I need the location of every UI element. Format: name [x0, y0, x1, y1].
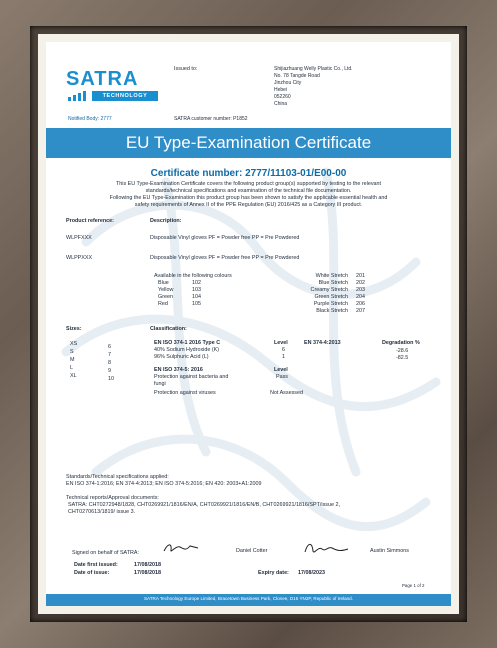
colour-stretch-name: Purple Stretch — [313, 301, 348, 307]
product-reference-label: Product reference: — [66, 218, 114, 224]
sizes-label: Sizes: — [66, 326, 82, 332]
logo-wordmark: SATRA — [66, 68, 139, 90]
class1-level-2: 1 — [282, 354, 285, 360]
size-label: XS — [70, 341, 78, 347]
expiry-value: 17/08/2023 — [298, 570, 325, 576]
intro-line: This EU Type-Examination Certificate covers the following product group(s) supported by testing to the relevant — [115, 181, 382, 187]
colour-name: Yellow — [158, 287, 174, 293]
logo-bars-icon — [68, 91, 90, 101]
address-line: Hebei — [274, 87, 288, 93]
intro-line: standards/technical specifications and examination of the technical file documentation. — [145, 188, 352, 194]
size-number: 10 — [108, 376, 114, 382]
reports-line-1: SATRA: CHT0272948/1828, CHT0269921/1816/EN/A, CHT0269921/1816/EN/B, CHT0269921/1816/SPT/issue 2, — [68, 502, 340, 508]
expiry-label: Expiry date: — [258, 570, 289, 576]
class1-degr-2: -82.5 — [396, 355, 409, 361]
class2-value-3: Not Assessed — [270, 390, 303, 396]
class2-value-1: Pass — [276, 374, 288, 380]
colour-name: Blue — [158, 280, 169, 286]
colour-stretch-code: 202 — [356, 280, 365, 286]
class2-row-3: Protection against viruses — [154, 390, 216, 396]
size-number: 6 — [108, 344, 111, 350]
signatory-1: Daniel Cotter — [236, 548, 268, 554]
size-label: M — [70, 357, 75, 363]
colour-stretch-name: Creamy Stretch — [310, 287, 348, 293]
size-label: S — [70, 349, 74, 355]
address-line: Shijiazhuang Welly Plastic Co., Ltd. — [274, 66, 353, 72]
reports-label: Technical reports/Approval documents: — [66, 495, 159, 501]
footer-address: SATRA Technology Europe Limited, Bracetown Business Park, Clonee, D15 YN2P, Republic of Ireland. — [143, 596, 354, 601]
page-number: Page 1 of 2 — [402, 583, 425, 588]
standards-text: EN ISO 374-1:2016; EN 374-4:2013; EN ISO 374-5:2016; EN 420: 2003+A1:2009 — [66, 481, 262, 487]
product-ref-2: WLPPXXX — [66, 255, 93, 261]
colour-stretch-code: 203 — [356, 287, 365, 293]
signature-cotter-icon — [162, 541, 200, 555]
date-issue-value: 17/08/2018 — [134, 570, 161, 576]
signed-label: Signed on behalf of SATRA: — [72, 550, 140, 556]
size-label: L — [70, 365, 73, 371]
colour-stretch-name: Black Stretch — [316, 308, 348, 314]
colours-label: Available in the following colours — [154, 273, 232, 279]
standards-label: Standards/Technical specifications applied: — [66, 474, 169, 480]
address-line: China — [274, 101, 288, 107]
colour-name: Green — [158, 294, 173, 300]
product-desc-1: Disposable Vinyl gloves PF = Powder free PP = Pre Powdered — [150, 235, 300, 241]
class1-std2: EN 374-4:2013 — [304, 340, 341, 346]
logo-technology: TECHNOLOGY — [92, 91, 158, 101]
address-line: 052260 — [274, 94, 291, 100]
colour-name: Red — [158, 301, 168, 307]
class2-level-label: Level — [274, 367, 288, 373]
class1-standard: EN ISO 374-1 2016 Type C — [154, 340, 221, 346]
colour-code: 102 — [192, 280, 201, 286]
date-issue-label: Date of issue: — [74, 570, 110, 576]
address-line: Jinzhou City — [274, 80, 302, 86]
colour-stretch-name: White Stretch — [315, 273, 348, 279]
class2-row-1: Protection against bacteria and — [154, 374, 229, 380]
class1-chem-1: 40% Sodium Hydroxide (K) — [154, 347, 220, 353]
colour-stretch-code: 206 — [356, 301, 365, 307]
intro-line: Following the EU Type-Examination this product group has been shown to satisfy the applicable essential health and — [109, 195, 388, 201]
size-number: 8 — [108, 360, 111, 366]
colour-stretch-code: 204 — [356, 294, 365, 300]
product-ref-1: WLPFXXX — [66, 235, 92, 241]
colour-stretch-code: 207 — [356, 308, 365, 314]
reports-line-2: CHT0270613/1819/ issue 3. — [68, 509, 136, 515]
colour-stretch-code: 201 — [356, 273, 365, 279]
satra-logo — [66, 68, 160, 110]
classification-label: Classification: — [150, 326, 187, 332]
signature-simmons-icon — [302, 540, 350, 556]
class1-chem-2: 96% Sulphuric Acid (L) — [154, 354, 209, 360]
class1-degr-1: -28.6 — [396, 348, 409, 354]
date-first-value: 17/08/2018 — [134, 562, 161, 568]
degradation-label: Degradation % — [382, 340, 420, 346]
size-number: 9 — [108, 368, 111, 374]
date-first-label: Date first issued: — [74, 562, 118, 568]
class2-row-2: fungi — [154, 381, 166, 387]
notified-body: Notified Body: 2777 — [68, 116, 112, 122]
product-desc-2: Disposable Vinyl gloves PF = Powder free PP = Pre Powdered — [150, 255, 300, 261]
colour-stretch-name: Green Stretch — [314, 294, 348, 300]
issued-to-label: Issued to: — [174, 66, 198, 72]
certificate-title: EU Type-Examination Certificate — [125, 133, 372, 152]
class1-level-label: Level — [274, 340, 288, 346]
certificate-number: Certificate number: 2777/11103-01/E00-00 — [150, 168, 347, 179]
signatory-2: Austin Simmons — [370, 548, 409, 554]
certificate — [46, 42, 451, 606]
class2-standard: EN ISO 374-5: 2016 — [154, 367, 203, 373]
colour-code: 103 — [192, 287, 201, 293]
intro-line: safety requirements of Annex II of the PPE Regulation (EU) 2016/425 as a Category III product. — [134, 202, 363, 208]
description-label: Description: — [150, 218, 182, 224]
colour-code: 104 — [192, 294, 201, 300]
size-label: XL — [70, 373, 77, 379]
colour-code: 105 — [192, 301, 201, 307]
class1-level-1: 6 — [282, 347, 285, 353]
colour-stretch-name: Blue Stretch — [318, 280, 348, 286]
customer-number: SATRA customer number: P1852 — [174, 116, 248, 122]
size-number: 7 — [108, 352, 111, 358]
address-line: No. 78 Tangde Road — [274, 73, 320, 79]
